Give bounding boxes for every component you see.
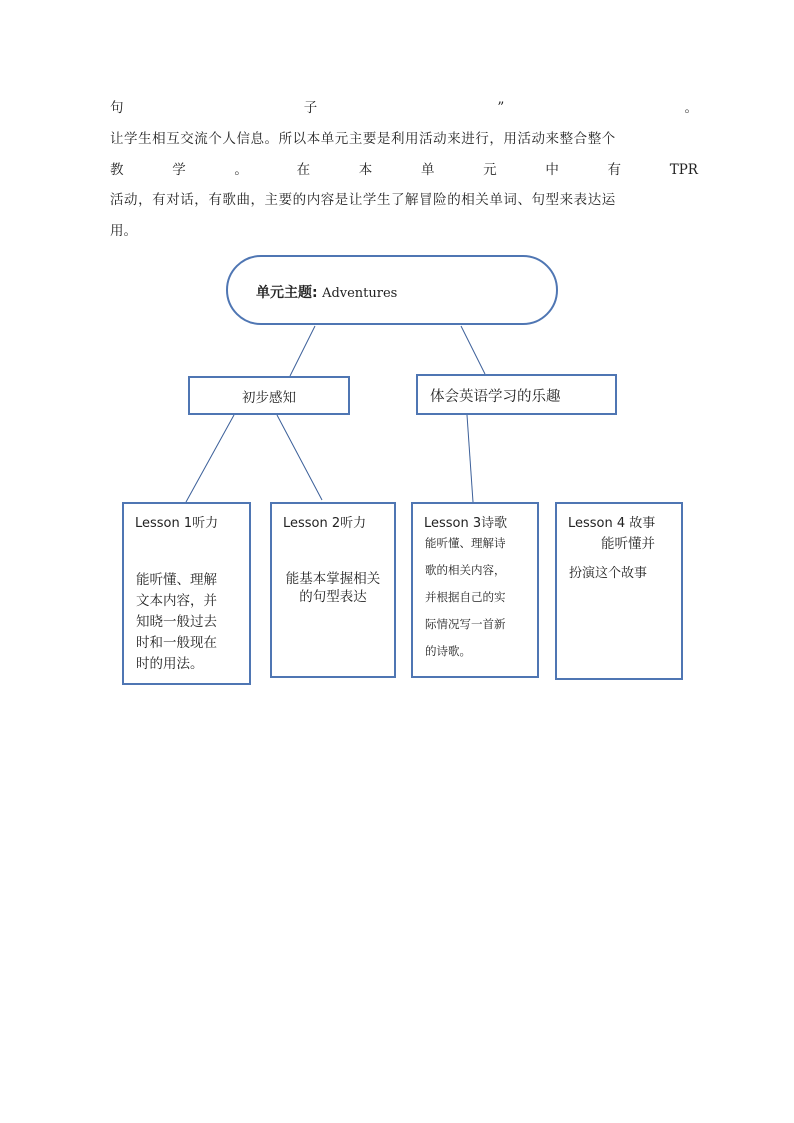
paragraph-word: 元	[483, 162, 497, 178]
paragraph-word: 子	[303, 100, 318, 116]
paragraph-word: 有	[607, 162, 621, 178]
paragraph-word: 单	[420, 162, 435, 178]
paragraph-line-3	[110, 160, 698, 180]
connector-theme-to-branch-2	[461, 326, 485, 374]
unit-theme-label: 单元主题:	[256, 285, 318, 301]
unit-theme-value: Adventures	[322, 286, 398, 301]
paragraph-word: ”	[497, 100, 505, 116]
branch-label: 初步感知	[242, 390, 296, 406]
lesson-description-line: 能听懂、理解	[136, 572, 217, 588]
lesson-description-line: 扮演这个故事	[569, 566, 648, 581]
branch-node-enjoy-english	[416, 374, 617, 415]
connector-branch-2-to-lesson-3	[467, 415, 473, 502]
lesson-description-line: 知晓一般过去	[136, 614, 217, 630]
lesson-description-line: 时和一般现在	[136, 635, 217, 651]
paragraph-word: 。	[684, 100, 698, 116]
lesson-description-line: 时的用法。	[136, 656, 204, 672]
branch-node-perception	[188, 376, 350, 415]
paragraph-word: 。	[234, 162, 248, 178]
paragraph-word: 教	[110, 162, 124, 178]
connector-branch-1-to-lesson-1	[186, 415, 234, 502]
lesson-node-1	[122, 502, 251, 685]
lesson-description-line: 际情况写一首新	[425, 617, 506, 631]
lesson-title: Lesson 4 故事	[568, 516, 656, 531]
lesson-description-line: 能听懂、理解诗	[425, 536, 506, 550]
paragraph-word: 本	[358, 162, 373, 178]
branch-label: 体会英语学习的乐趣	[430, 389, 561, 405]
paragraph-word: TPR	[669, 162, 698, 178]
lesson-description-line: 能听懂并	[601, 536, 655, 552]
paragraph-line-1	[110, 98, 698, 118]
lesson-description-line: 并根据自己的实	[425, 590, 506, 604]
lesson-description-line: 的诗歌。	[425, 644, 471, 658]
connector-theme-to-branch-1	[290, 326, 315, 376]
lesson-description	[136, 570, 217, 675]
unit-theme-node	[226, 255, 558, 325]
lesson-description	[425, 530, 506, 665]
unit-theme-text	[256, 282, 397, 302]
connector-branch-1-to-lesson-2	[277, 415, 322, 500]
lesson-description	[272, 570, 394, 606]
paragraph-word: 中	[545, 162, 559, 178]
lesson-title: Lesson 2听力	[283, 516, 367, 531]
lesson-node-4	[555, 502, 683, 680]
lesson-description-line: 能基本掌握相关	[285, 571, 381, 587]
lesson-node-2	[270, 502, 396, 678]
paragraph-word: 学	[172, 162, 186, 178]
lesson-description-line: 文本内容，并	[136, 593, 217, 609]
paragraph-line-2: 让学生相互交流个人信息。所以本单元主要是利用活动来进行，用活动来整合整个	[110, 131, 616, 147]
paragraph-line-4: 活动，有对话，有歌曲，主要的内容是让学生了解冒险的相关单词、句型来表达运	[110, 192, 616, 208]
lesson-description	[569, 564, 647, 584]
lesson-description-line: 的句型表达	[299, 589, 367, 605]
paragraph-word: 在	[296, 162, 311, 178]
lesson-title: Lesson 3诗歌	[424, 516, 508, 531]
lesson-description-line: 歌的相关内容，	[425, 563, 506, 577]
lesson-title: Lesson 1听力	[135, 516, 219, 531]
paragraph-word: 句	[110, 100, 124, 116]
lesson-node-3	[411, 502, 539, 678]
paragraph-line-5: 用。	[110, 223, 137, 239]
